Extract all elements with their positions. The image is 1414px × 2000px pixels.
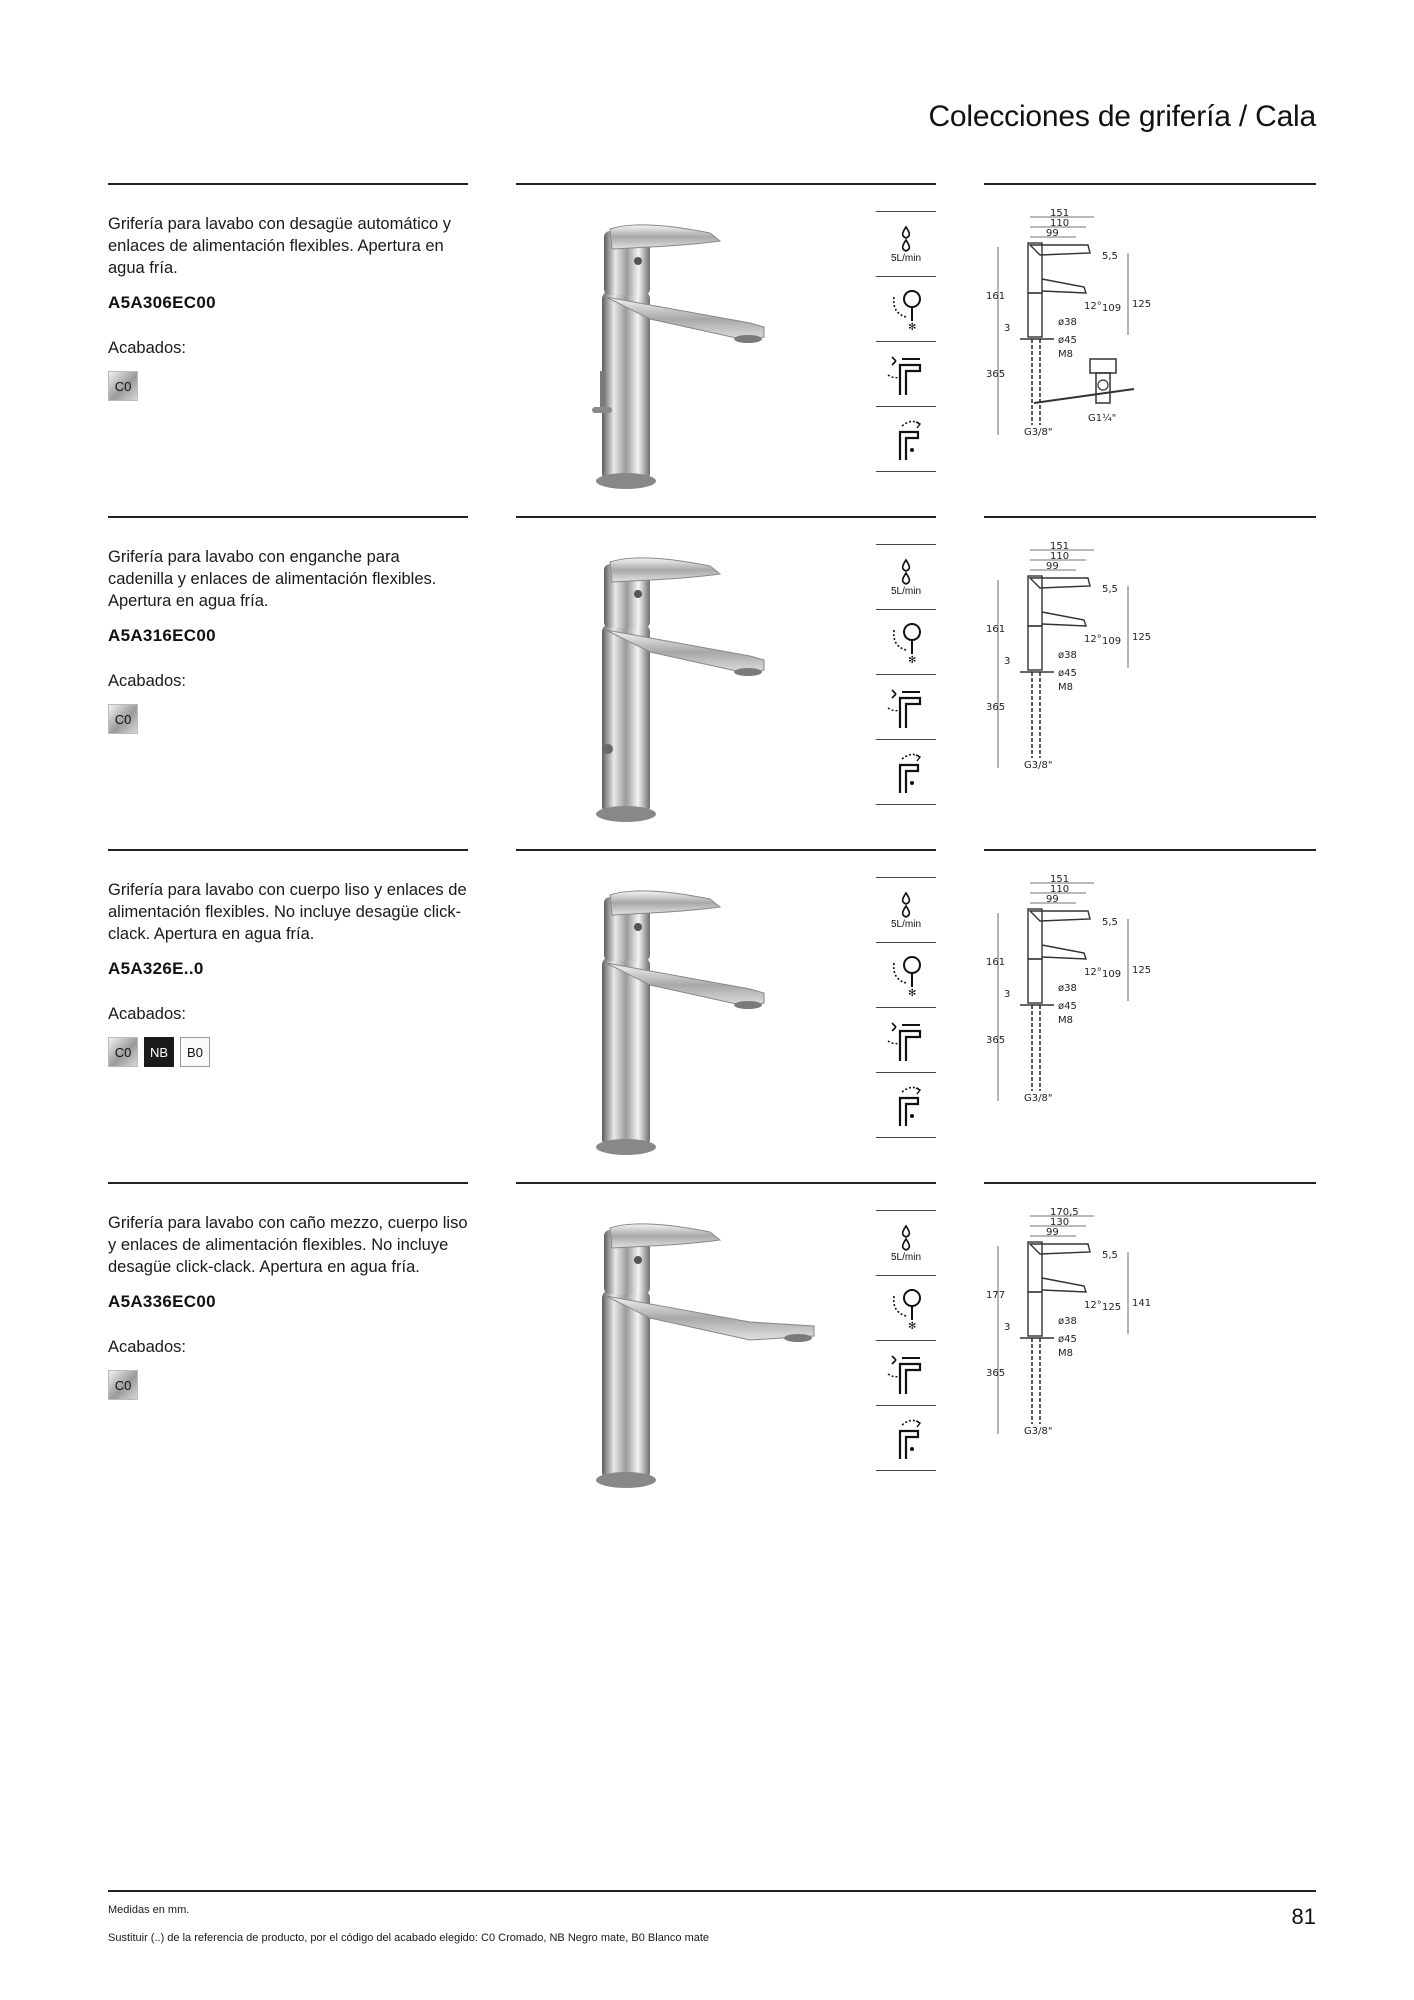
product-description: Grifería para lavabo con enganche para cadenilla y enlaces de alimentación flexibles. Apertura en agua fría. [108,548,437,610]
dim-width-spout: 110 [1050,218,1070,229]
dim-body-height: 161 [986,624,1006,635]
dim-diameter-base: ø45 [1058,1334,1077,1345]
high-spout-icon [886,1017,926,1063]
eco-lever-cell [876,1072,936,1138]
dim-offset: 5,5 [1102,251,1118,262]
product-row [0,183,1414,513]
dim-angle: 12° [1084,967,1102,978]
dim-width-total: 151 [1050,541,1070,552]
flow-rate-cell [876,211,936,276]
section-divider [984,1182,1316,1184]
dim-total-height: 125 [1132,632,1152,643]
finish-swatches [108,704,138,734]
page-number: 81 [1291,1904,1316,1929]
water-drops-icon [896,558,916,588]
product-photo [520,877,850,1167]
dim-thread: M8 [1058,1015,1073,1026]
product-code: A5A326E..0 [108,959,204,978]
technical-drawing [984,1206,1184,1436]
dim-diameter-body: ø38 [1058,1316,1077,1327]
features-icon-column [876,1210,936,1471]
dim-width-lever: 99 [1046,228,1059,239]
dim-body-height: 177 [986,1290,1006,1301]
waste-connection-label: G1¼" [1088,413,1117,424]
dim-width-total: 151 [1050,874,1070,885]
cold-start-icon [886,1286,926,1330]
dim-diameter-base: ø45 [1058,335,1077,346]
eco-lever-icon [886,749,926,795]
dim-base: 3 [1004,323,1011,334]
cold-start-cell [876,609,936,674]
flow-rate-label: 5L/min [890,585,921,597]
dim-diameter-body: ø38 [1058,983,1077,994]
dim-body-height: 161 [986,957,1006,968]
section-divider [108,183,468,185]
finish-swatch-b0[interactable]: B0 [180,1037,210,1067]
technical-drawing [984,540,1184,770]
dim-diameter-body: ø38 [1058,650,1077,661]
dim-width-lever: 99 [1046,561,1059,572]
dim-hose-length: 365 [986,369,1006,380]
dim-angle: 12° [1084,1300,1102,1311]
dim-connection: G3/8" [1024,427,1053,437]
dimension-drawing [984,207,1184,437]
section-divider [984,849,1316,851]
product-photo [520,544,850,834]
dim-width-spout: 130 [1050,1217,1070,1228]
dim-width-total: 170,5 [1050,1207,1079,1218]
eco-lever-cell [876,739,936,805]
dim-base: 3 [1004,989,1011,1000]
cold-start-icon [886,620,926,664]
dim-thread: M8 [1058,1348,1073,1359]
dim-base: 3 [1004,1322,1011,1333]
dim-angle: 12° [1084,301,1102,312]
faucet-photo-svg [520,877,850,1167]
spout-height-cell [876,341,936,406]
features-icon-column [876,877,936,1138]
dim-angle: 12° [1084,634,1102,645]
finish-swatch-nb[interactable]: NB [144,1037,174,1067]
eco-lever-icon [886,416,926,462]
product-description: Grifería para lavabo con cuerpo liso y enlaces de alimentación flexibles. No incluye desagüe click-clack. Apertura en agua fría. [108,881,467,943]
finishes-label: Acabados: [108,339,186,357]
footer-note-units: Medidas en mm. [108,1904,190,1916]
dim-width-lever: 99 [1046,1227,1059,1238]
product-code: A5A306EC00 [108,293,216,312]
flow-rate-label: 5L/min [890,252,921,264]
cold-start-cell [876,1275,936,1340]
dim-diameter-base: ø45 [1058,1001,1077,1012]
features-icon-column [876,544,936,805]
technical-drawing [984,873,1184,1103]
section-divider [108,1182,468,1184]
flow-rate-cell [876,877,936,942]
cold-start-cell [876,276,936,341]
flow-rate-cell [876,1210,936,1275]
dim-connection: G3/8" [1024,760,1053,770]
high-spout-icon [886,684,926,730]
dim-diameter-base: ø45 [1058,668,1077,679]
dimension-drawing [984,540,1184,770]
finish-swatches [108,1037,210,1067]
cold-start-icon [886,287,926,331]
spout-height-cell [876,674,936,739]
water-drops-icon [896,225,916,255]
dim-total-height: 125 [1132,965,1152,976]
water-drops-icon [896,891,916,921]
product-description: Grifería para lavabo con caño mezzo, cuerpo liso y enlaces de alimentación flexibles. No incluye desagüe click-clack. Apertura en agua fría. [108,1214,468,1276]
finishes-label: Acabados: [108,1005,186,1023]
section-divider [984,183,1316,185]
dim-spout-height: 109 [1102,969,1122,980]
dim-diameter-body: ø38 [1058,317,1077,328]
product-photo [520,1210,850,1500]
finish-swatch-c0[interactable]: C0 [108,371,138,401]
svg-text:✻: ✻ [908,655,917,664]
high-spout-icon [886,351,926,397]
svg-text:✻: ✻ [908,1321,917,1330]
product-code: A5A316EC00 [108,626,216,645]
section-divider [516,1182,936,1184]
spout-height-cell [876,1340,936,1405]
product-code: A5A336EC00 [108,1292,216,1311]
finish-swatch-c0[interactable]: C0 [108,704,138,734]
section-divider [516,516,936,518]
product-row [0,1182,1414,1512]
spout-height-cell [876,1007,936,1072]
footer-note-finishes: Sustituir (..) de la referencia de producto, por el código del acabado elegido: C0 Cromado, NB Negro mate, B0 Blanco mate [108,1932,710,1944]
finish-swatch-c0[interactable]: C0 [108,1370,138,1400]
dim-body-height: 161 [986,291,1006,302]
dim-width-total: 151 [1050,208,1070,219]
technical-drawing [984,207,1184,437]
water-drops-icon [896,1224,916,1254]
section-divider [516,849,936,851]
section-divider [108,849,468,851]
dim-width-spout: 110 [1050,551,1070,562]
dim-connection: G3/8" [1024,1093,1053,1103]
finish-swatch-c0[interactable]: C0 [108,1037,138,1067]
dim-thread: M8 [1058,682,1073,693]
dim-spout-height: 125 [1102,1302,1122,1313]
faucet-photo-svg [520,211,850,501]
faucet-photo-svg [520,1210,850,1500]
dim-connection: G3/8" [1024,1426,1053,1436]
dim-spout-height: 109 [1102,303,1122,314]
svg-text:✻: ✻ [908,988,917,997]
dim-hose-length: 365 [986,1368,1006,1379]
dim-hose-length: 365 [986,1035,1006,1046]
eco-lever-icon [886,1415,926,1461]
cold-start-cell [876,942,936,1007]
finish-swatches [108,371,138,401]
svg-text:✻: ✻ [908,322,917,331]
eco-lever-icon [886,1082,926,1128]
dim-width-spout: 110 [1050,884,1070,895]
dim-offset: 5,5 [1102,917,1118,928]
page-title: Colecciones de grifería / Cala [928,100,1316,133]
product-description: Grifería para lavabo con desagüe automático y enlaces de alimentación flexibles. Apertura en agua fría. [108,215,452,277]
finishes-label: Acabados: [108,1338,186,1356]
eco-lever-cell [876,406,936,472]
dimension-drawing [984,873,1184,1103]
faucet-photo-svg [520,544,850,834]
product-row [0,849,1414,1179]
features-icon-column [876,211,936,472]
flow-rate-cell [876,544,936,609]
dim-offset: 5,5 [1102,584,1118,595]
dim-total-height: 141 [1132,1298,1152,1309]
dim-spout-height: 109 [1102,636,1122,647]
dim-total-height: 125 [1132,299,1152,310]
dimension-drawing [984,1206,1184,1436]
section-divider [984,516,1316,518]
dim-width-lever: 99 [1046,894,1059,905]
section-divider [516,183,936,185]
dim-offset: 5,5 [1102,1250,1118,1261]
high-spout-icon [886,1350,926,1396]
dim-hose-length: 365 [986,702,1006,713]
footer-divider [108,1890,1316,1892]
product-row [0,516,1414,846]
cold-start-icon [886,953,926,997]
section-divider [108,516,468,518]
finishes-label: Acabados: [108,672,186,690]
product-photo [520,211,850,501]
dim-base: 3 [1004,656,1011,667]
eco-lever-cell [876,1405,936,1471]
dim-thread: M8 [1058,349,1073,360]
finish-swatches [108,1370,138,1400]
flow-rate-label: 5L/min [890,1251,921,1263]
flow-rate-label: 5L/min [890,918,921,930]
